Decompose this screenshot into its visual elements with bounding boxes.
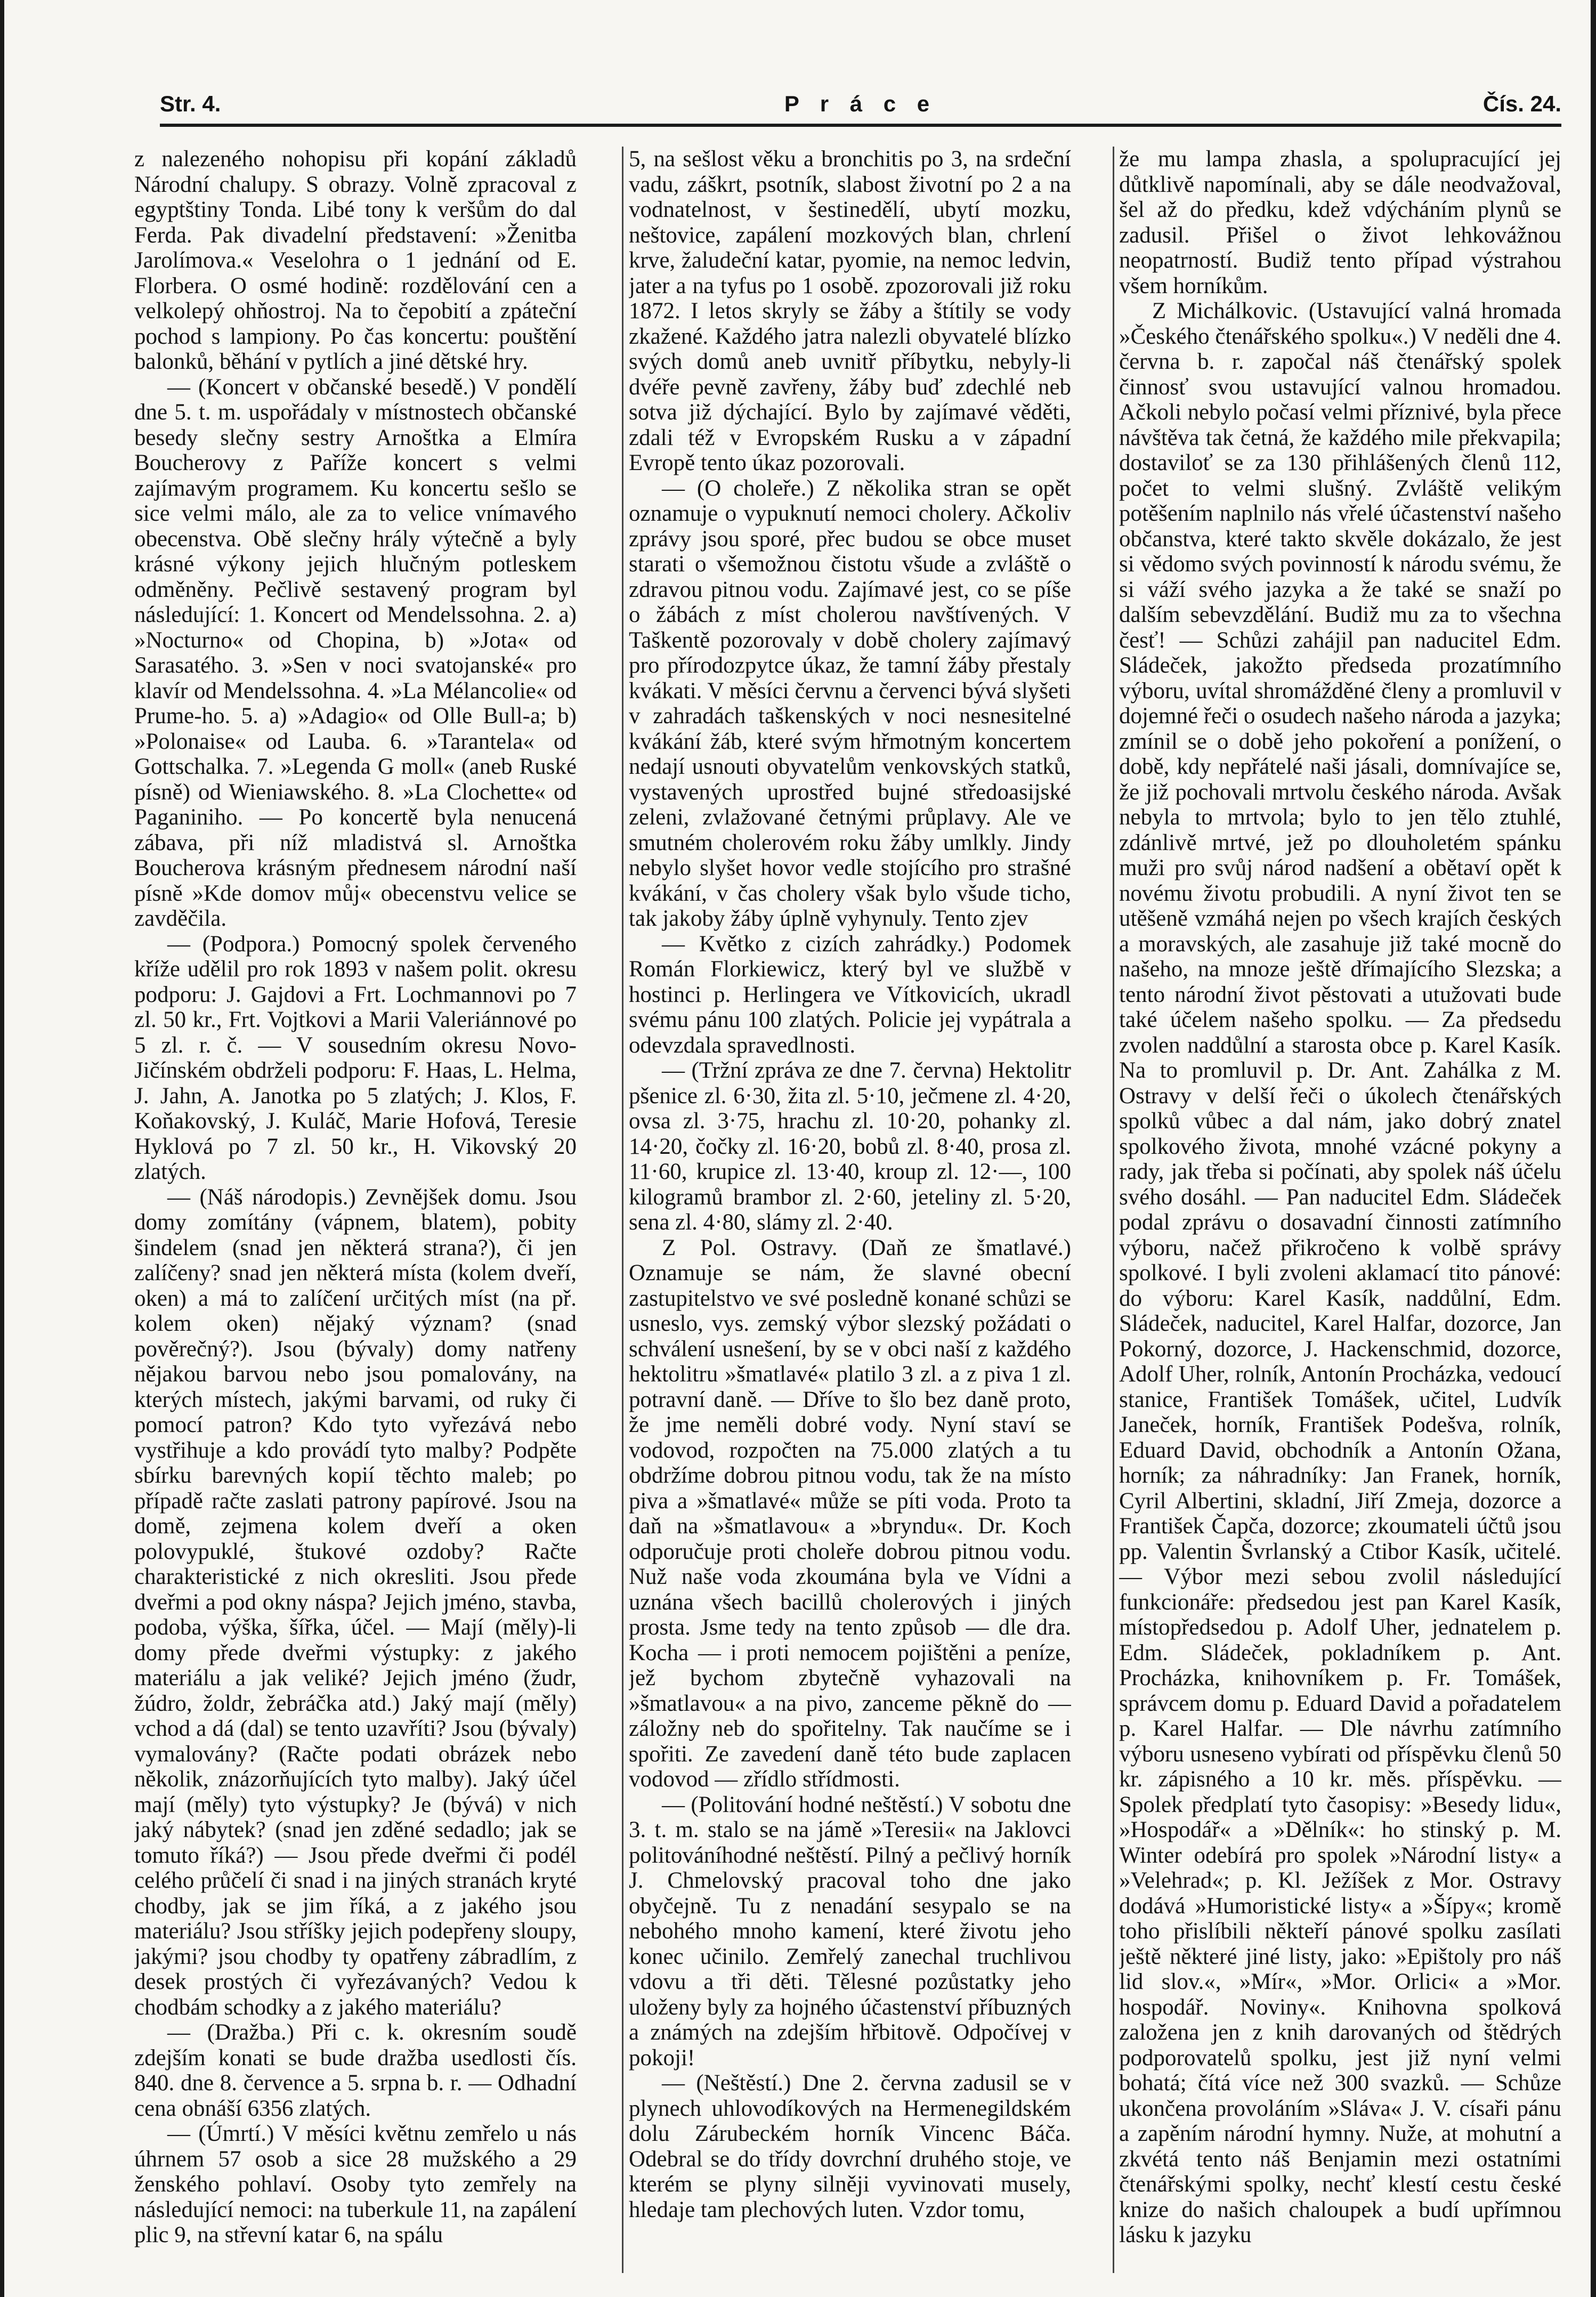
- page-number: Str. 4.: [160, 91, 221, 116]
- column-divider-1: [622, 147, 623, 2273]
- paragraph: — (Náš národopis.) Zevnějšek domu. Jsou domy zomítány (vápnem, blatem), pobity šindelem (snad jen některá strana?), či jen zalíčeny? snad jen některá místa (kolem dveří, oken) a má to zalíčení určitých míst (na př. kolem oken) nějaký význam? (snad pověrečný?). Jsou (bývaly) domy natřeny nějakou barvou nebo jsou pomalovány, na kterých místech, jakými barvami, od ruky či pomocí patron? Kdo tyto vyřezává nebo vystřihuje a kdo provádí tyto malby? Podpěte sbírku barevných kopií těchto maleb; po případě račte zaslati patrony papírové. Jsou na domě, zejmena kolem dveří a oken polovypuklé, štukové ozdoby? Račte charakteristické z nich okresliti. Jsou přede dveřmi a pod okny náspa? Jejich jméno, stavba, podoba, výška, šířka, účel. — Mají (měly)-li domy přede dveřmi výstupky: z jakého materiálu a jak veliké? Jejich jméno (žudr, žúdro, žoldr, žebráčka atd.) Jaký mají (měly) vchod a dá (dal) se tento uzavříti? Jsou (bývaly) vymalovány? (Račte podati obrázek nebo několik, znázorňujících tyto malby). Jaký účel mají (měly) tyto výstupky? Je (bývá) v nich jaký nábytek? (snad jen zděné sedadlo; jak se tomuto říká?) — Jsou přede dveřmi či podél celého průčelí či snad i na jiných stranách kryté chodby, jak se jim říká, a z jakého jsou materiálu? Jsou stříšky jejich podepřeny sloupy, jakými? jsou chodby ty opatřeny zábradlím, z desek prostých či vyřezávaných? Vedou k chodbám schodky a z jakého materiálu?: [134, 1184, 577, 2020]
- scan-edge-right: [1591, 0, 1596, 2297]
- paragraph: — (Dražba.) Při c. k. okresním soudě zdejším konati se bude dražba usedlosti čís. 840. dne 8. července a 5. srpna b. r. — Odhadní cena obnáší 6356 zlatých.: [134, 2020, 577, 2121]
- paragraph: — (Tržní zpráva ze dne 7. června) Hektolitr pšenice zl. 6·30, žita zl. 5·10, ječmene zl. 4·20, ovsa zl. 3·75, hrachu zl. 10·20, pohanky zl. 14·20, čočky zl. 16·20, bobů zl. 8·40, prosa zl. 11·60, krupice zl. 13·40, kroup zl. 12·—, 100 kilogramů brambor zl. 2·60, jeteliny zl. 5·20, sena zl. 4·80, slámy zl. 2·40.: [629, 1058, 1071, 1235]
- article-column-3: [1119, 147, 1561, 2273]
- paragraph: — (Koncert v občanské besedě.) V pondělí dne 5. t. m. uspořádaly v místnostech občanské besedy slečny sestry Arnoštka a Elmíra Boucherovy z Paříže koncert s velmi zajímavým programem. Ku koncertu sešlo se sice velmi málo, ale za to velice vnímavého obecenstva. Obě slečny hrály výtečně a byly krásné výkony jejich hlučným potleskem odměněny. Pečlivě sestavený program byl následující: 1. Koncert od Mendelssohna. 2. a) »Nocturno« od Chopina, b) »Jota« od Sarasatého. 3. »Sen v noci svatojanské« pro klavír od Mendelssohna. 4. »La Mélancolie« od Prume-ho. 5. a) »Adagio« od Olle Bull-a; b) »Polonaise« od Lauba. 6. »Tarantela« od Gottschalka. 7. »Legenda G moll« (aneb Ruské písně) od Wieniawského. 8. »La Clochette« od Paganiniho. — Po koncertě byla nenucená zábava, při níž mladistvá sl. Arnoštka Boucherova krásným přednesem národní naší písně »Kde domov můj« obecenstvu velice se zavděčila.: [134, 374, 577, 931]
- header-rule: [160, 124, 1561, 127]
- page-header: [160, 88, 1561, 125]
- scan-edge-left: [0, 0, 4, 2297]
- paragraph: — (O choleře.) Z několika stran se opět oznamuje o vypuknutí nemoci cholery. Ačkoliv zprávy jsou sporé, přec budou se obce muset starati o všemožnou čistotu všude a zvláště o zdravou pitnou vodu. Zajímavé jest, co se píše o žábách z míst cholerou navštívených. V Taškentě pozorovaly v době cholery zajímavý pro přírodozpytce úkaz, že tamní žáby přestaly kvákati. V měsíci červnu a červenci bývá slyšeti v zahradách taškenských v noci nesnesitelné kvákání žáb, které svým hřmotným koncertem nedají usnouti obyvatelům venkovských statků, vystavených uprostřed bujné středoasijské zeleni, zvlažované četnými průplavy. Ale ve smutném cholerovém roku žáby umlkly. Jindy nebylo slyšet hovor vedle stojícího pro strašné kvákání, v čas cholery však bylo všude ticho, tak jakoby žáby úplně vyhynuly. Tento zjev: [629, 475, 1071, 931]
- paragraph: z nalezeného nohopisu při kopání základů Národní chalupy. S obrazy. Volně zpracoval z egyptštiny Tonda. Libé tony k veršům do dal Ferda. Pak divadelní představení: »Ženitba Jarolímova.« Veselohra o 1 jednání od E. Florbera. O osmé hodině: rozdělování cen a velkolepý ohňostroj. Na to čepobití a zpáteční pochod s lampiony. Po čas koncertu: pouštění balonků, běhání v pytlích a jiné dětské hry.: [134, 147, 577, 374]
- column-divider-2: [1113, 147, 1114, 2273]
- paragraph: Z Pol. Ostravy. (Daň ze šmatlavé.) Oznamuje se nám, že slavné obecní zastupitelstvo ve své posledně konané schůzi se usneslo, vys. zemský výbor slezský požádati o schválení usnešení, by se v obci naší z každého hektolitru »šmatlavé« platilo 3 zl. a z piva 1 zl. potravní daně. — Dříve to šlo bez daně proto, že jme neměli dobré vody. Nyní staví se vodovod, rozpočten na 75.000 zlatých a tu obdržíme dobrou pitnou vodu, tak že na místo piva a »šmatlavé« může se píti voda. Proto ta daň na »šmatlavou« a »bryndu«. Dr. Koch odporučuje proti choleře dobrou pitnou vodu. Nuž naše voda zkoumána byla ve Vídni a uznána všech bacillů cholerových i jiných prosta. Jsme tedy na tento způsob — dle dra. Kocha — i proti nemocem pojištěni a peníze, jež bychom zbytečně vyhazovali na »šmatlavou« a na pivo, zanceme pěkně do — záložny neb do spořitelny. Tak naučíme se i spořiti. Ze zavedení daně této bude zaplacen vodovod — zřídlo střídmosti.: [629, 1235, 1071, 1792]
- article-column-1: [134, 147, 577, 2273]
- article-column-2: [629, 147, 1071, 2273]
- paragraph: — (Podpora.) Pomocný spolek červeného kříže udělil pro rok 1893 v našem polit. okresu podporu: J. Gajdovi a Frt. Lochmannovi po 7 zl. 50 kr., Frt. Vojtkovi a Marii Valeriánnové po 5 zl. r. č. — V sousedním okresu Novo-Jičínském obdrželi podporu: F. Haas, L. Helma, J. Jahn, A. Janotka po 5 zlatých; J. Klos, F. Koňakovský, J. Kuláč, Marie Hofová, Teresie Hyklová po 7 zl. 50 kr., H. Vikovský 20 zlatých.: [134, 931, 577, 1184]
- paragraph: — (Politování hodné neštěstí.) V sobotu dne 3. t. m. stalo se na jámě »Teresii« na Jaklovci politováníhodné neštěstí. Pilný a pečlivý horník J. Chmelovský pracoval toho dne jako obyčejně. Tu z nenadání sesypalo se na nebohého mnoho kamení, které životu jeho konec učinilo. Zemřelý zanechal truchlivou vdovu a tři děti. Tělesné pozůstatky jeho uloženy byly za hojného účastenství příbuzných a známých na zdejším hřbitově. Odpočívej v pokoji!: [629, 1792, 1071, 2070]
- paragraph: — (Úmrtí.) V měsíci květnu zemřelo u nás úhrnem 57 osob a sice 28 mužského a 29 ženského pohlaví. Osoby tyto zemřely na následující nemoci: na tuberkule 11, na zapálení plic 9, na střevní katar 6, na spálu: [134, 2121, 577, 2247]
- paragraph: že mu lampa zhasla, a spolupracující jej důtklivě napomínali, aby se dále neodvažoval, šel až do předku, kdež vdýcháním plynů se zadusil. Přišel o život lehkovážnou neopatrností. Budiž tento případ výstrahou všem horníkům.: [1119, 147, 1561, 298]
- newspaper-title: P r á c e: [784, 91, 937, 116]
- paragraph: 5, na sešlost věku a bronchitis po 3, na srdeční vadu, záškrt, psotník, slabost životní po 2 a na vodnatelnost, v šestinedělí, ubytí mozku, neštovice, zapálení mozkových blan, chrlení krve, žaludeční katar, pyomie, na nemoc ledvin, jater a na tyfus po 1 osobě. zpozorovali již roku 1872. I letos skryly se žáby a štítily se vody zkažené. Každého jatra nalezli obyvatelé blízko svých domů aneb uvnitř příbytku, nebyly-li dvéře pevně zavřeny, žáby buď zdechlé neb sotva již dýchající. Bylo by zajímavé věděti, zdali též v Evropském Rusku a v západní Evropě tento úkaz pozorovali.: [629, 147, 1071, 475]
- paragraph: — (Neštěstí.) Dne 2. června zadusil se v plynech uhlovodíkových na Hermenegildském dolu Zárubeckém horník Vincenc Báča. Odebral se do třídy dovrchní druhého stoje, ve kterém se plyny silněji vyvinovati musely, hledaje tam plechových luten. Vzdor tomu,: [629, 2070, 1071, 2222]
- paragraph: Z Michálkovic. (Ustavující valná hromada »Českého čtenářského spolku«.) V neděli dne 4. června b. r. započal náš čtenářský spolek činnosť svou ustavující valnou hromadou. Ačkoli nebylo počasí velmi příznivé, byla přece návštěva tak četná, že každého mile překvapila; dostaviloť se za 130 přihlášených členů 112, počet to velmi slušný. Zvláště velikým potěšením naplnilo nás vřelé účastenství našeho občanstva, které takto skvěle dokázalo, že jest si vědomo svých povinností k národu svému, že si váží svého jazyka a že také se snaží po dalším sebevzdělání. Budiž mu za to všechna česť! — Schůzi zahájil pan naducitel Edm. Sládeček, jakožto předseda prozatímního výboru, uvítal shromážděné členy a promluvil v dojemné řeči o osudech našeho národa a jazyka; zmínil se o době jeho pokoření a ponížení, o době, kdy nepřátelé naši jásali, domnívajíce se, že již pochovali mrtvolu českého národa. Avšak nebyla to mrtvola; bylo to jen tělo ztuhlé, zdánlivě mrtvé, jež po dlouholetém spánku muži pro svůj národ nadšení a obětaví opět k novému životu probudili. A nyní život ten se utěšeně vzmáhá nejen po všech krajích českých a moravských, ale zasahuje již také mocně do našeho, na mnoze ještě dřímajícího Slezska; a tento národní život pěstovati a utužovati bude také účelem našeho spolku. — Za předsedu zvolen naddůlní a starosta obce p. Karel Kasík. Na to promluvil p. Dr. Ant. Zahálka z M. Ostravy v delší řeči o úkolech čtenářských spolků vůbec a dal nám, jako dobrý znatel spolkového života, mnohé vzácné pokyny a rady, jak třeba si počínati, aby spolek náš účelu svého dosáhl. — Pan naducitel Edm. Sládeček podal zprávu o dosavadní činnosti zatímního výboru, načež přikročeno k volbě správy spolkové. I byli zvoleni aklamací tito pánové: do výboru: Karel Kasík, naddůlní, Edm. Sládeček, naducitel, Karel Halfar, dozorce, Jan Pokorný, dozorce, J. Hackenschmid, dozorce, Adolf Uher, rolník, Antonín Procházka, vedoucí stanice, František Tomášek, učitel, Ludvík Janeček, horník, František Podešva, rolník, Eduard David, obchodník a Antonín Ožana, horník; za náhradníky: Jan Franek, horník, Cyril Albertini, skladní, Jiří Zmeja, dozorce a František Čapča, dozorce; zkoumateli účtů jsou pp. Valentin Švrlanský a Ctibor Kasík, učitelé. — Výbor mezi sebou zvolil následující funkcionáře: předsedou jest pan Karel Kasík, místopředsedou p. Adolf Uher, jednatelem p. Edm. Sládeček, pokladníkem p. Ant. Procházka, knihovníkem p. Fr. Tomášek, správcem domu p. Eduard David a pořadatelem p. Karel Halfar. — Dle návrhu zatímního výboru usneseno vybírati od příspěvku členů 50 kr. zápisného a 10 kr. měs. příspěvku. — Spolek předplatí tyto časopisy: »Besedy lidu«, »Hospodář« a »Dělník«: ho stinský p. M. Winter odebírá pro spolek »Národní listy« a »Velehrad«; p. Kl. Ježíšek z Mor. Ostravy dodává »Humoristické listy« a »Šípy«; kromě toho přislíbili někteří pánové spolku zasílati ještě některé jiné listy, jako: »Epištoly pro náš lid slov.«, »Mír«, »Mor. Orlici« a »Mor. hospodář. Noviny«. Knihovna spolková založena jen z knih darovaných od štědrých podporovatelů spolku, jest již nyní velmi bohatá; čítá více než 300 svazků. — Schůze ukončena provoláním »Sláva« J. V. císaři pánu a zapěním národní hymny. Nuže, at mohutní a zkvétá tento náš Benjamin mezi ostatními čtenářskými spolky, nechť klestí cestu české knize do našich chaloupek a budí upřímnou lásku k jazyku: [1119, 298, 1561, 2247]
- issue-number: Čís. 24.: [1482, 91, 1561, 116]
- paragraph: — Květko z cizích zahrádky.) Podomek Román Florkiewicz, který byl ve službě v hostinci p. Herlingera ve Vítkovicích, ukradl svému pánu 100 zlatých. Policie jej vypátrala a odevzdala spravedlnosti.: [629, 931, 1071, 1058]
